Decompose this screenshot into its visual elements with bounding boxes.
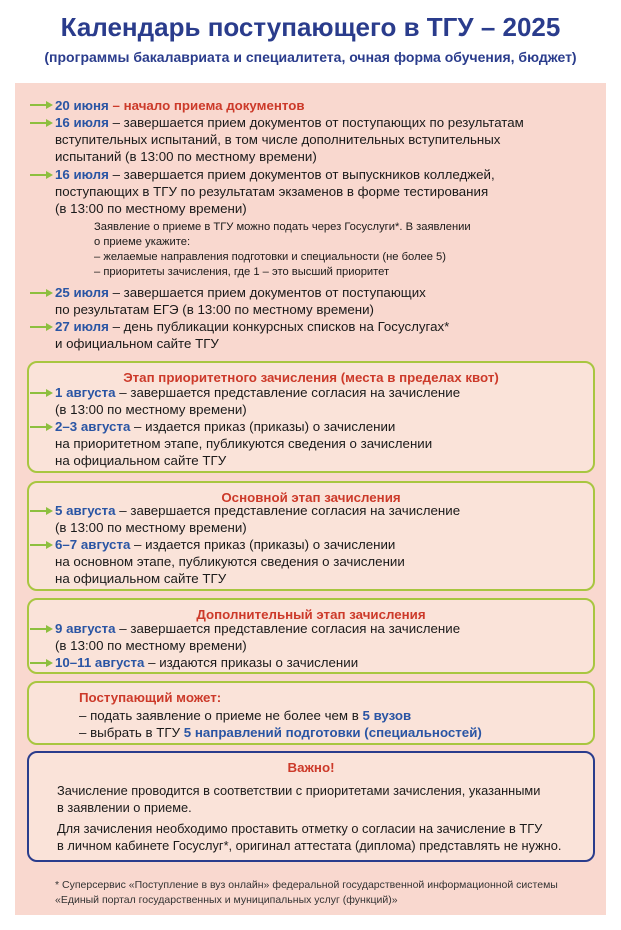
stage-item: 5 августа – завершается представление согласия на зачисление (в 13:00 по местному времени) bbox=[55, 503, 461, 535]
applicant-can-line: – подать заявление о приеме не более чем в 5 вузов bbox=[79, 708, 412, 723]
arrow-icon bbox=[30, 624, 54, 634]
arrow-icon bbox=[30, 170, 54, 180]
timeline-item-start: 20 июня – начало приема документов bbox=[55, 98, 305, 113]
timeline-item: 27 июля – день публикации конкурсных списков на Госуслугах* и официальном сайте ТГУ bbox=[55, 319, 450, 351]
important-title: Важно! bbox=[287, 760, 335, 775]
important-paragraph: Для зачисления необходимо проставить отметку о согласии на зачисление в ТГУ в личном кабинете Госуслуг*, оригинал аттестата (диплома) представлять не нужно. bbox=[57, 821, 562, 853]
applicant-can-box bbox=[27, 681, 595, 745]
stage-item: 1 августа – завершается представление согласия на зачисление (в 13:00 по местному времени) bbox=[55, 385, 461, 417]
timeline-item: 16 июля – завершается прием документов от выпускников колледжей, поступающих в ТГУ по результатам экзаменов в форме тестирования (в 13:00 по местному времени) bbox=[55, 167, 495, 216]
arrow-icon bbox=[30, 100, 54, 110]
page-subtitle: (программы бакалавриата и специалитета, очная форма обучения, бюджет) bbox=[44, 49, 577, 65]
important-paragraph: Зачисление проводится в соответствии с приоритетами зачисления, указанными в заявлении о приеме. bbox=[57, 783, 541, 815]
arrow-icon bbox=[30, 506, 54, 516]
timeline-item: 16 июля – завершается прием документов от поступающих по результатам вступительных испытаний, в том числе дополнительных вступительных испытаний (в 13:00 по местному времени) bbox=[55, 115, 524, 164]
stage-title: Дополнительный этап зачисления bbox=[196, 607, 426, 622]
arrow-icon bbox=[30, 322, 54, 332]
applicant-can-line: – выбрать в ТГУ 5 направлений подготовки (специальностей) bbox=[79, 725, 482, 740]
stage-item: 6–7 августа – издается приказ (приказы) о зачислении на основном этапе, публикуются сведения о зачислении на официальном сайте ТГУ bbox=[55, 537, 405, 586]
applicant-can-title: Поступающий может: bbox=[79, 690, 222, 705]
arrow-icon bbox=[30, 288, 54, 298]
arrow-icon bbox=[30, 422, 54, 432]
page-title: Календарь поступающего в ТГУ – 2025 bbox=[60, 12, 561, 42]
arrow-icon bbox=[30, 658, 54, 668]
arrow-icon bbox=[30, 540, 54, 550]
stage-title: Этап приоритетного зачисления (места в пределах квот) bbox=[123, 370, 499, 385]
stage-title: Основной этап зачисления bbox=[221, 490, 401, 505]
timeline-item: 25 июля – завершается прием документов от поступающих по результатам ЕГЭ (в 13:00 по местному времени) bbox=[55, 285, 426, 317]
footnote: * Суперсервис «Поступление в вуз онлайн» федеральной государственной информационной системы «Единый портал государственных и муниципальных услуг (функций)» bbox=[55, 879, 558, 906]
stage-item: 2–3 августа – издается приказ (приказы) о зачислении на приоритетном этапе, публикуются сведения о зачислении на официальном сайте ТГУ bbox=[55, 419, 433, 468]
important-box bbox=[27, 751, 595, 862]
arrow-icon bbox=[30, 118, 54, 128]
stage-item: 10–11 августа – издаются приказы о зачислении bbox=[55, 655, 359, 670]
stage-item: 9 августа – завершается представление согласия на зачисление (в 13:00 по местному времени) bbox=[55, 621, 461, 653]
arrow-icon bbox=[30, 388, 54, 398]
application-note: Заявление о приеме в ТГУ можно подать через Госуслуги*. В заявлении о приеме укажите: – желаемые направления подготовки и специальности (не более 5) – приоритеты зачисления, где 1 – это высший приоритет bbox=[94, 221, 471, 278]
